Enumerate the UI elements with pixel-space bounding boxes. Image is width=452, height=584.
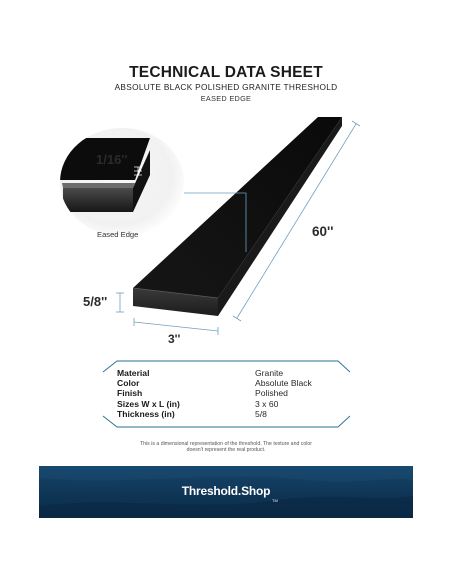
spec-label: Color	[117, 378, 140, 389]
thickness-dimension-line	[116, 293, 124, 312]
spec-value: Granite	[255, 368, 284, 378]
spec-row-thickness	[117, 409, 357, 419]
spec-row-color	[117, 378, 357, 388]
trademark-mark: TM	[272, 498, 278, 503]
disclaimer-line: This is a dimensional representation of the threshold. The texture and color	[139, 441, 313, 447]
width-dimension-label: 3''	[168, 332, 181, 346]
spec-value: 5/8	[255, 408, 267, 419]
spec-label: Finish	[117, 388, 143, 399]
edge-detail-dimension: 1/16''	[96, 152, 128, 167]
spec-value: 3 x 60	[255, 398, 279, 409]
edge-callout-label: Eased Edge	[97, 230, 139, 239]
spec-label: Thickness (in)	[117, 408, 175, 419]
brand-banner	[39, 466, 413, 518]
spec-row-sizes	[117, 399, 357, 409]
brand-logo: Threshold.Shop	[181, 484, 271, 498]
product-subtitle: ABSOLUTE BLACK POLISHED GRANITE THRESHOLD	[114, 82, 338, 92]
spec-value: Absolute Black	[255, 378, 312, 389]
edge-type-label: EASED EDGE	[200, 94, 252, 103]
disclaimer-line: doesn't represent the real product.	[186, 447, 266, 454]
length-dimension-label: 60''	[312, 224, 334, 239]
document-title: TECHNICAL DATA SHEET	[129, 64, 323, 81]
spec-row-finish	[117, 388, 357, 398]
disclaimer-text	[100, 441, 352, 454]
thickness-dimension-label: 5/8''	[83, 294, 108, 309]
spec-label: Sizes W x L (in)	[117, 398, 180, 409]
spec-value: Polished	[255, 388, 288, 399]
spec-label: Material	[117, 368, 150, 378]
edge-detail-zoom	[40, 128, 184, 236]
specs-table	[117, 368, 357, 419]
spec-row-material	[117, 368, 357, 378]
